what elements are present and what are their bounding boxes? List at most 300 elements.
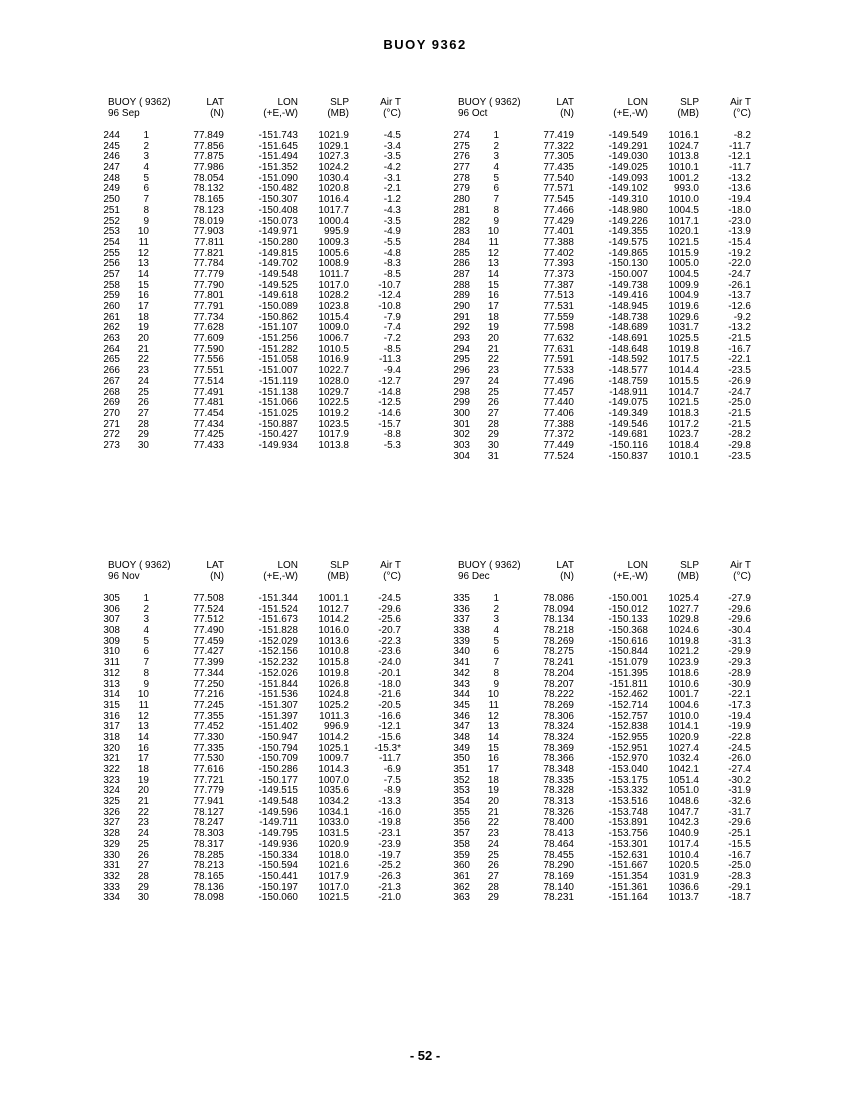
day-of-month: 16: [487, 753, 499, 765]
air-temperature: -13.2: [728, 172, 751, 184]
air-temperature: -23.6: [378, 646, 401, 658]
air-temperature: -1.2: [383, 194, 401, 206]
sea-level-pressure: 1029.1: [318, 140, 349, 152]
longitude: -150.482: [258, 183, 298, 195]
longitude: -151.007: [258, 365, 298, 377]
sea-level-pressure: 1027.3: [318, 151, 349, 163]
day-of-month: 24: [137, 375, 149, 387]
air-temperature: -12.1: [378, 721, 401, 733]
air-temperature: -2.1: [383, 183, 401, 195]
latitude: 77.481: [193, 397, 224, 409]
longitude: -150.073: [258, 215, 298, 227]
day-of-year: 340: [453, 646, 470, 658]
longitude: -149.310: [608, 194, 648, 206]
sea-level-pressure: 1011.3: [319, 710, 349, 722]
air-temperature: -3.5: [383, 151, 401, 163]
air-temperature: -6.9: [383, 764, 401, 775]
sea-level-pressure: 1023.7: [668, 429, 699, 441]
day-of-month: 20: [487, 796, 499, 808]
table-row: [448, 279, 751, 291]
latitude: 77.335: [193, 742, 224, 754]
sea-level-pressure: 1023.8: [318, 301, 349, 312]
air-temperature: -29.9: [728, 646, 751, 658]
latitude: 77.524: [543, 450, 574, 462]
longitude: -153.748: [608, 806, 648, 818]
sea-level-pressure: 1017.0: [318, 881, 349, 893]
sea-level-pressure: 1034.1: [318, 806, 349, 818]
latitude: 77.513: [543, 290, 574, 302]
table-row: [98, 678, 401, 690]
day-of-month: 26: [137, 849, 149, 861]
day-of-year: 294: [453, 343, 470, 355]
longitude: -151.354: [608, 870, 648, 882]
latitude: 78.413: [543, 828, 574, 840]
longitude: -151.743: [258, 130, 298, 141]
longitude: -151.811: [609, 678, 648, 690]
day-of-year: 277: [453, 162, 470, 174]
table-row: [98, 806, 401, 818]
sea-level-pressure: 1021.9: [318, 130, 349, 141]
sea-level-pressure: 993.0: [673, 183, 699, 195]
day-of-year: 264: [103, 343, 120, 355]
day-of-year: 325: [103, 796, 120, 808]
sea-level-pressure: 1010.4: [668, 849, 699, 861]
day-of-month: 17: [137, 301, 149, 312]
day-of-month: 11: [138, 699, 149, 711]
day-of-month: 27: [487, 870, 499, 882]
day-of-month: 10: [487, 226, 499, 238]
table-row: [448, 796, 751, 808]
latitude: 77.609: [193, 333, 224, 345]
day-of-month: 2: [143, 603, 149, 615]
air-temperature: -25.0: [728, 397, 751, 409]
air-temperature: -26.0: [728, 753, 751, 765]
sea-level-pressure: 1036.6: [668, 881, 699, 893]
day-of-month: 8: [143, 667, 149, 679]
day-of-year: 311: [104, 657, 120, 669]
latitude: 77.373: [543, 268, 574, 280]
air-temperature: -30.4: [728, 625, 751, 637]
latitude: 78.132: [193, 183, 224, 195]
day-of-year: 345: [453, 699, 470, 711]
air-temperature: -4.8: [383, 247, 401, 259]
longitude: -148.592: [608, 354, 648, 366]
day-of-month: 29: [137, 881, 149, 893]
table-row: [448, 397, 751, 409]
day-of-year: 267: [103, 375, 120, 387]
latitude: 77.531: [543, 301, 574, 312]
slp-header: SLP: [680, 560, 699, 571]
latitude: 77.903: [193, 226, 224, 238]
table-row: [98, 194, 401, 206]
day-of-month: 3: [143, 151, 149, 163]
table-row: [98, 849, 401, 861]
sea-level-pressure: 1051.4: [668, 774, 699, 786]
air-temperature: -31.3: [728, 635, 751, 647]
table-row: [98, 397, 401, 409]
air-temp-header: Air T: [730, 560, 751, 571]
sea-level-pressure: 1025.2: [318, 699, 349, 711]
table-row: [448, 258, 751, 270]
day-of-month: 6: [493, 183, 499, 195]
sea-level-pressure: 1021.5: [668, 236, 699, 248]
day-of-month: 30: [487, 439, 499, 451]
table-row: [448, 204, 751, 216]
day-of-month: 4: [493, 625, 499, 637]
latitude: 77.425: [193, 429, 224, 441]
latitude: 77.551: [193, 365, 224, 377]
air-temperature: -8.2: [733, 130, 751, 141]
day-of-month: 18: [137, 764, 149, 775]
table-row: [98, 215, 401, 227]
day-of-year: 358: [453, 838, 470, 850]
day-of-year: 352: [453, 774, 470, 786]
table-row: [448, 689, 751, 701]
day-of-month: 26: [137, 397, 149, 409]
longitude: -153.040: [608, 764, 648, 775]
day-of-year: 281: [453, 204, 470, 216]
day-of-month: 1: [143, 593, 149, 604]
sea-level-pressure: 1025.1: [318, 742, 349, 754]
longitude: -153.891: [608, 817, 648, 829]
air-temperature: -5.5: [383, 236, 401, 248]
air-temperature: -26.9: [728, 375, 751, 387]
longitude: -151.107: [258, 322, 298, 334]
longitude: -149.355: [608, 226, 648, 238]
day-of-year: 259: [103, 290, 120, 302]
day-of-year: 263: [103, 333, 120, 345]
table-row: [98, 322, 401, 334]
longitude: -152.970: [608, 753, 648, 765]
day-of-year: 361: [453, 870, 470, 882]
air-temperature: -12.1: [728, 151, 751, 163]
longitude: -149.681: [608, 429, 648, 441]
sea-level-pressure: 1033.0: [318, 817, 349, 829]
longitude: -152.462: [608, 689, 648, 701]
table-row: [98, 817, 401, 829]
sea-level-pressure: 1017.9: [318, 870, 349, 882]
latitude: 78.169: [543, 870, 574, 882]
latitude: 77.305: [543, 151, 574, 163]
sea-level-pressure: 1004.6: [668, 699, 699, 711]
sea-level-pressure: 1012.7: [318, 603, 349, 615]
day-of-month: 12: [487, 710, 499, 722]
sea-level-pressure: 1004.9: [668, 290, 699, 302]
longitude: -151.402: [258, 721, 298, 733]
sea-level-pressure: 1015.5: [668, 375, 699, 387]
sea-level-pressure: 1040.9: [668, 828, 699, 840]
day-of-year: 318: [103, 731, 120, 743]
longitude: -149.596: [258, 806, 298, 818]
table-row: [98, 689, 401, 701]
latitude: 77.245: [193, 699, 224, 711]
latitude: 78.335: [543, 774, 574, 786]
table-row: [98, 236, 401, 248]
table-row: [448, 721, 751, 733]
latitude: 77.344: [193, 667, 224, 679]
air-temp-header: Air T: [380, 560, 401, 571]
latitude: 77.406: [543, 407, 574, 419]
table-row: [98, 593, 401, 604]
table-row: [98, 721, 401, 733]
day-of-year: 339: [453, 635, 470, 647]
sea-level-pressure: 1027.7: [668, 603, 699, 615]
table-row: [448, 731, 751, 743]
longitude: -151.307: [258, 699, 298, 711]
latitude: 77.401: [543, 226, 574, 238]
sea-level-pressure: 1042.3: [668, 817, 699, 829]
buoy-header: BUOY ( 9362): [458, 560, 521, 571]
day-of-month: 28: [137, 870, 149, 882]
day-of-year: 248: [103, 172, 120, 184]
table-row: [448, 418, 751, 430]
day-of-month: 21: [487, 806, 499, 818]
day-of-month: 30: [137, 892, 149, 904]
air-temperature: -28.3: [728, 870, 751, 882]
air-temperature: -8.8: [383, 429, 401, 441]
sea-level-pressure: 1008.9: [318, 258, 349, 270]
day-of-month: 21: [137, 343, 149, 355]
longitude: -149.349: [608, 407, 648, 419]
sea-level-pressure: 1042.1: [668, 764, 699, 775]
longitude: -149.971: [258, 226, 298, 238]
sea-level-pressure: 1010.0: [668, 710, 699, 722]
day-of-year: 274: [453, 130, 470, 141]
table-row: [448, 667, 751, 679]
latitude: 78.400: [543, 817, 574, 829]
latitude: 77.591: [543, 354, 574, 366]
latitude: 77.330: [193, 731, 224, 743]
longitude: -150.334: [258, 849, 298, 861]
day-of-year: 258: [103, 279, 120, 291]
table-row: [448, 151, 751, 163]
air-temp-header: Air T: [730, 97, 751, 108]
lon-unit: (+E,-W): [263, 108, 298, 119]
day-of-month: 25: [487, 386, 499, 398]
sea-level-pressure: 1019.8: [668, 635, 699, 647]
day-of-year: 289: [453, 290, 470, 302]
longitude: -152.714: [608, 699, 648, 711]
day-of-month: 5: [143, 635, 149, 647]
longitude: -148.759: [608, 375, 648, 387]
day-of-month: 29: [137, 429, 149, 441]
latitude: 77.821: [193, 247, 224, 259]
longitude: -151.494: [258, 151, 298, 163]
air-temp-header: Air T: [380, 97, 401, 108]
sea-level-pressure: 1015.4: [318, 311, 349, 323]
day-of-year: 246: [103, 151, 120, 163]
table-row: [98, 892, 401, 904]
day-of-year: 351: [453, 764, 470, 775]
day-of-year: 273: [103, 439, 120, 451]
table-row: [448, 646, 751, 658]
longitude: -151.828: [258, 625, 298, 637]
latitude: 77.496: [543, 375, 574, 387]
longitude: -151.282: [258, 343, 298, 355]
air-temperature: -22.1: [728, 354, 751, 366]
day-of-month: 23: [487, 828, 499, 840]
longitude: -151.673: [258, 614, 298, 626]
table-row: [98, 279, 401, 291]
sea-level-pressure: 1025.4: [668, 593, 699, 604]
table-row: [448, 860, 751, 872]
longitude: -150.844: [608, 646, 648, 658]
air-temperature: -15.6: [378, 731, 401, 743]
day-of-month: 30: [137, 439, 149, 451]
table-row: [448, 429, 751, 441]
latitude: 77.355: [193, 710, 224, 722]
latitude: 78.326: [543, 806, 574, 818]
lat-header: LAT: [206, 97, 224, 108]
table-oct: [448, 97, 751, 462]
day-of-month: 28: [487, 881, 499, 893]
day-of-year: 283: [453, 226, 470, 238]
longitude: -149.934: [258, 439, 298, 451]
latitude: 77.250: [193, 678, 224, 690]
sea-level-pressure: 1022.5: [318, 397, 349, 409]
day-of-year: 286: [453, 258, 470, 270]
longitude: -150.887: [258, 418, 298, 430]
sea-level-pressure: 1028.2: [318, 290, 349, 302]
longitude: -152.631: [608, 849, 648, 861]
air-temperature: -4.2: [383, 162, 401, 174]
day-of-year: 268: [103, 386, 120, 398]
air-temperature: -31.9: [728, 785, 751, 797]
day-of-year: 271: [103, 418, 120, 430]
sea-level-pressure: 1025.5: [668, 333, 699, 345]
table-row: [448, 593, 751, 604]
latitude: 78.269: [543, 635, 574, 647]
day-of-month: 1: [493, 593, 499, 604]
latitude: 77.429: [543, 215, 574, 227]
day-of-month: 20: [487, 333, 499, 345]
table-row: [98, 774, 401, 786]
day-of-year: 293: [453, 333, 470, 345]
table-row: [448, 657, 751, 669]
air-temperature: -22.0: [728, 258, 751, 270]
day-of-year: 330: [103, 849, 120, 861]
day-of-month: 25: [137, 386, 149, 398]
day-of-year: 249: [103, 183, 120, 195]
air-temp-unit: (°C): [733, 108, 751, 119]
day-of-year: 327: [103, 817, 120, 829]
longitude: -149.102: [608, 183, 648, 195]
sea-level-pressure: 1019.8: [318, 667, 349, 679]
day-of-year: 324: [103, 785, 120, 797]
air-temperature: -29.6: [378, 603, 401, 615]
longitude: -151.025: [258, 407, 298, 419]
latitude: 77.512: [193, 614, 224, 626]
latitude: 77.387: [543, 279, 574, 291]
sea-level-pressure: 1015.9: [668, 247, 699, 259]
table-row: [448, 625, 751, 637]
day-of-year: 247: [103, 162, 120, 174]
table-row: [98, 140, 401, 152]
air-temperature: -13.7: [728, 290, 751, 302]
day-of-year: 245: [103, 140, 120, 152]
table-row: [98, 646, 401, 658]
day-of-year: 302: [453, 429, 470, 441]
table-row: [448, 849, 751, 861]
sea-level-pressure: 995.9: [323, 226, 349, 238]
table-row: [448, 439, 751, 451]
day-of-month: 31: [487, 450, 499, 462]
slp-unit: (MB): [677, 108, 699, 119]
day-of-year: 251: [103, 204, 120, 216]
sea-level-pressure: 1014.7: [668, 386, 699, 398]
longitude: -150.197: [258, 881, 298, 893]
table-row: [98, 407, 401, 419]
day-of-year: 356: [453, 817, 470, 829]
longitude: -148.577: [608, 365, 648, 377]
longitude: -149.738: [608, 279, 648, 291]
longitude: -151.361: [608, 881, 648, 893]
longitude: -150.286: [258, 764, 298, 775]
table-row: [448, 838, 751, 850]
day-of-year: 343: [453, 678, 470, 690]
latitude: 77.598: [543, 322, 574, 334]
air-temperature: -18.0: [378, 678, 401, 690]
table-row: [448, 194, 751, 206]
sea-level-pressure: 1019.2: [318, 407, 349, 419]
air-temperature: -15.3*: [374, 742, 401, 754]
air-temperature: -29.1: [728, 881, 751, 893]
air-temperature: -22.8: [728, 731, 751, 743]
table-row: [98, 268, 401, 280]
longitude: -151.844: [258, 678, 298, 690]
latitude: 77.419: [543, 130, 574, 141]
longitude: -153.301: [608, 838, 648, 850]
air-temperature: -25.2: [378, 860, 401, 872]
day-of-year: 308: [103, 625, 120, 637]
longitude: -150.012: [608, 603, 648, 615]
table-row: [98, 439, 401, 451]
sea-level-pressure: 1009.3: [318, 236, 349, 248]
longitude: -150.007: [608, 268, 648, 280]
longitude: -153.516: [608, 796, 648, 808]
longitude: -150.837: [608, 450, 648, 462]
air-temperature: -4.5: [383, 130, 401, 141]
table-row: [98, 172, 401, 184]
table-body: [448, 593, 751, 904]
latitude: 77.986: [193, 162, 224, 174]
latitude: 77.856: [193, 140, 224, 152]
table-row: [448, 817, 751, 829]
sea-level-pressure: 1031.5: [318, 828, 349, 840]
day-of-year: 299: [453, 397, 470, 409]
table-row: [448, 322, 751, 334]
day-of-year: 270: [103, 407, 120, 419]
latitude: 78.136: [193, 881, 224, 893]
longitude: -151.645: [258, 140, 298, 152]
day-of-month: 12: [137, 710, 149, 722]
sea-level-pressure: 1051.0: [668, 785, 699, 797]
longitude: -149.075: [608, 397, 648, 409]
air-temperature: -21.5: [728, 418, 751, 430]
air-temperature: -27.9: [728, 593, 751, 604]
day-of-year: 280: [453, 194, 470, 206]
day-of-year: 334: [103, 892, 120, 904]
day-of-month: 20: [137, 785, 149, 797]
longitude: -151.164: [608, 892, 648, 904]
longitude: -151.066: [258, 397, 298, 409]
latitude: 77.556: [193, 354, 224, 366]
table-row: [98, 375, 401, 387]
latitude: 77.388: [543, 418, 574, 430]
longitude: -150.116: [609, 439, 648, 451]
air-temperature: -12.6: [728, 301, 751, 312]
table-header: [98, 560, 401, 582]
